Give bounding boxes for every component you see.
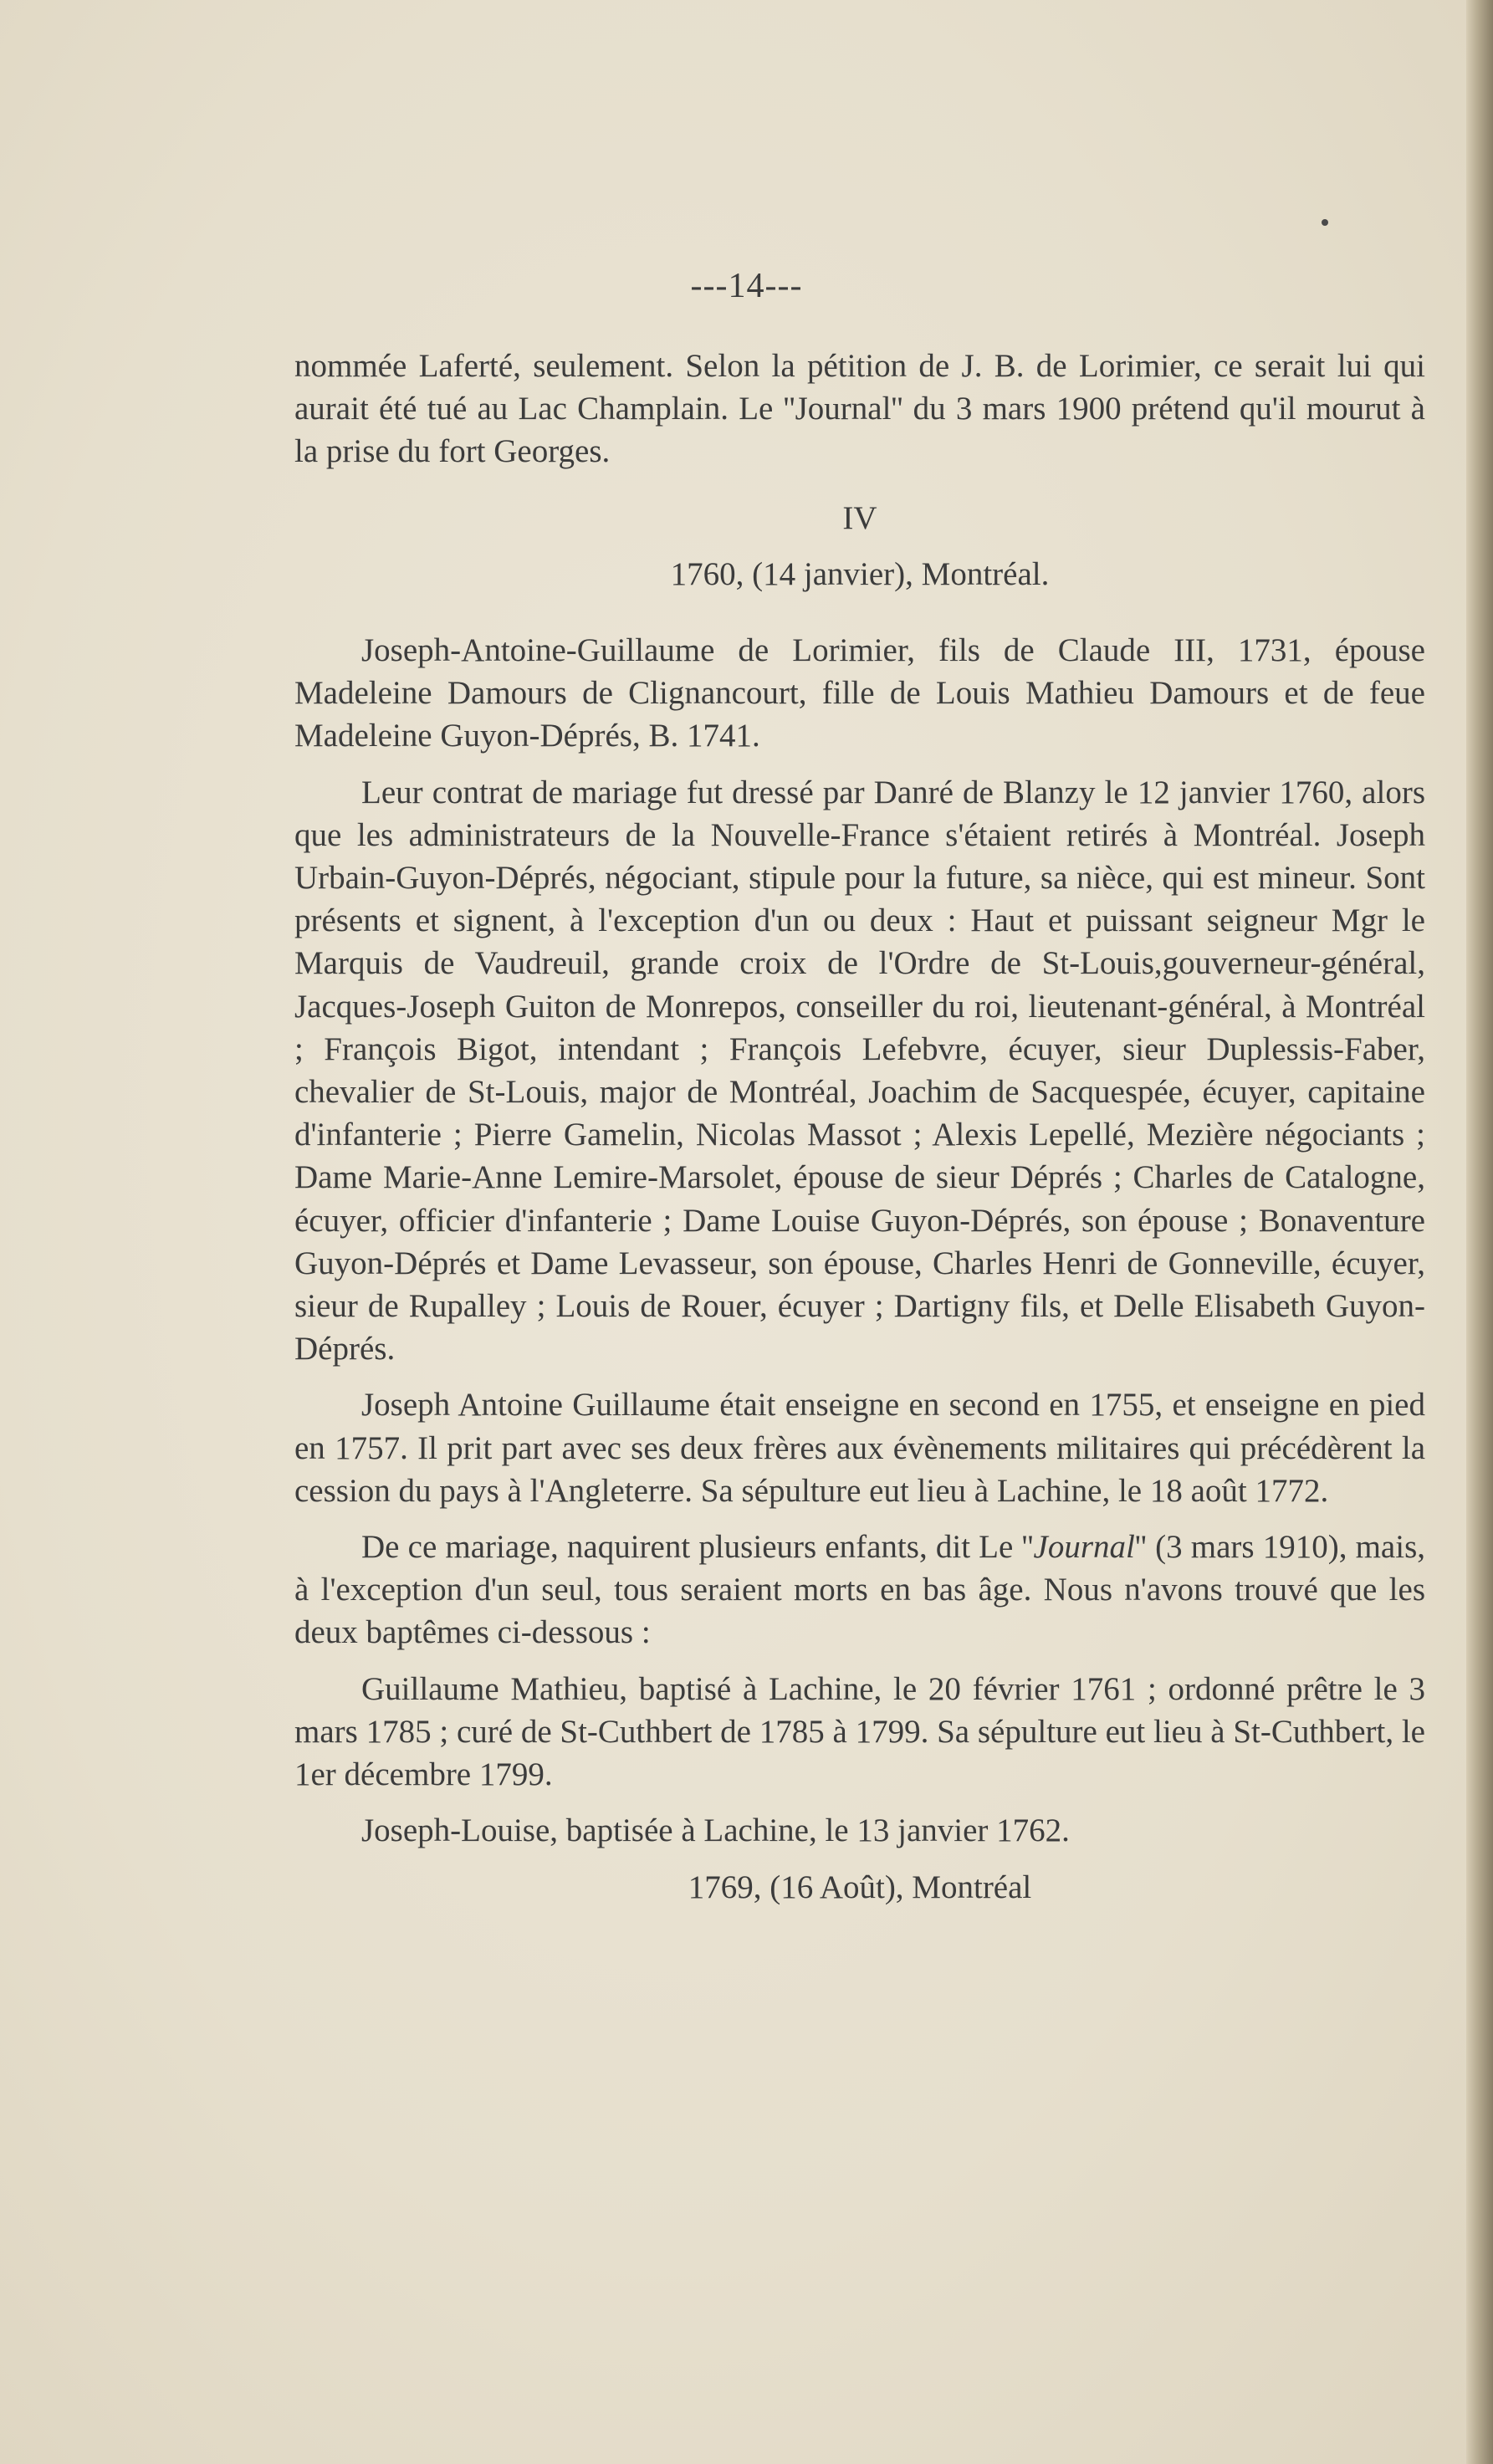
- paragraph-guillaume: Guillaume Mathieu, baptisé à Lachine, le 20 février 1761 ; ordonné prêtre le 3 mars 1785 ; curé de St-Cuthbert de 1785 à 1799. Sa sépulture eut lieu à St-Cuthbert, le 1er décembre 1799.: [294, 1670, 1425, 1793]
- paragraph-contract: Leur contrat de mariage fut dressé par Danré de Blanzy le 12 janvier 1760, alors que les administrateurs de la Nouvelle-France s'étaient retirés à Montréal. Joseph Urbain-Guyon-Déprés, négociant, stipule pour la future, sa nièce, qui est mineur. Sont présents et signent, à l'exception d'un ou deux : Haut et puissant seigneur Mgr le Marquis de Vaudreuil, grande croix de l'Ordre de St-Louis,gouverneur-général, Jacques-Joseph Guiton de Monrepos, conseiller du roi, lieutenant-général, à Montréal ; François Bigot, intendant ; François Lefebvre, écuyer, sieur Duplessis-Faber, chevalier de St-Louis, major de Montréal, Joachim de Sacquespée, écuyer, capitaine d'infanterie ; Pierre Gamelin, Nicolas Massot ; Alexis Lepellé, Mezière négociants ; Dame Marie-Anne Lemire-Marsolet, épouse de sieur Déprés ; Charles de Catalogne, écuyer, officier d'infanterie ; Dame Louise Guyon-Déprés, son épouse ; Bonaventure Guyon-Déprés et Dame Levasseur, son épouse, Charles Henri de Gonneville, écuyer, sieur de Rupalley ; Louis de Rouer, écuyer ; Dartigny fils, et Delle Elisabeth Guyon-Déprés.: [294, 774, 1425, 1367]
- journal-title: Journal: [1033, 1529, 1135, 1566]
- page-edge-shadow: [1466, 0, 1493, 2464]
- children-text-start: De ce mariage, naquirent plusieurs enfants, dit Le '': [361, 1529, 1034, 1566]
- paragraph-military: Joseph Antoine Guillaume était enseigne en second en 1755, et enseigne en pied en 1757. Il prit part avec ses deux frères aux évènements militaires qui précédèrent la cession du pays à l'Angleterre. Sa sépulture eut lieu à Lachine, le 18 août 1772.: [294, 1387, 1425, 1509]
- section-heading: 1760, (14 janvier), Montréal.: [670, 555, 1050, 592]
- body-text: [294, 345, 1425, 1909]
- paragraph-children: [294, 1526, 1425, 1654]
- paragraph-marriage: Joseph-Antoine-Guillaume de Lorimier, fils de Claude III, 1731, épouse Madeleine Damours de Clignancourt, fille de Louis Mathieu Damours et de feue Madeleine Guyon-Déprés, B. 1741.: [294, 632, 1425, 754]
- ink-speck: [1322, 219, 1328, 226]
- children-text-end: '' (3 mars 1910), mais, à l'exception d'un seul, tous seraient morts en bas âge. Nous n'avons trouvé que les deux baptêmes ci-dessous :: [294, 1529, 1426, 1651]
- page-number: ---14---: [690, 267, 803, 305]
- section-numeral: IV: [842, 499, 877, 536]
- closing-heading: 1769, (16 Août), Montréal: [688, 1868, 1032, 1905]
- paragraph-continuation: nommée Laferté, seulement. Selon la pétition de J. B. de Lorimier, ce serait lui qui aurait été tué au Lac Champlain. Le ''Journal'' du 3 mars 1900 prétend qu'il mourut à la prise du fort Georges.: [294, 348, 1425, 470]
- paragraph-joseph-louise: Joseph-Louise, baptisée à Lachine, le 13 janvier 1762.: [361, 1812, 1070, 1849]
